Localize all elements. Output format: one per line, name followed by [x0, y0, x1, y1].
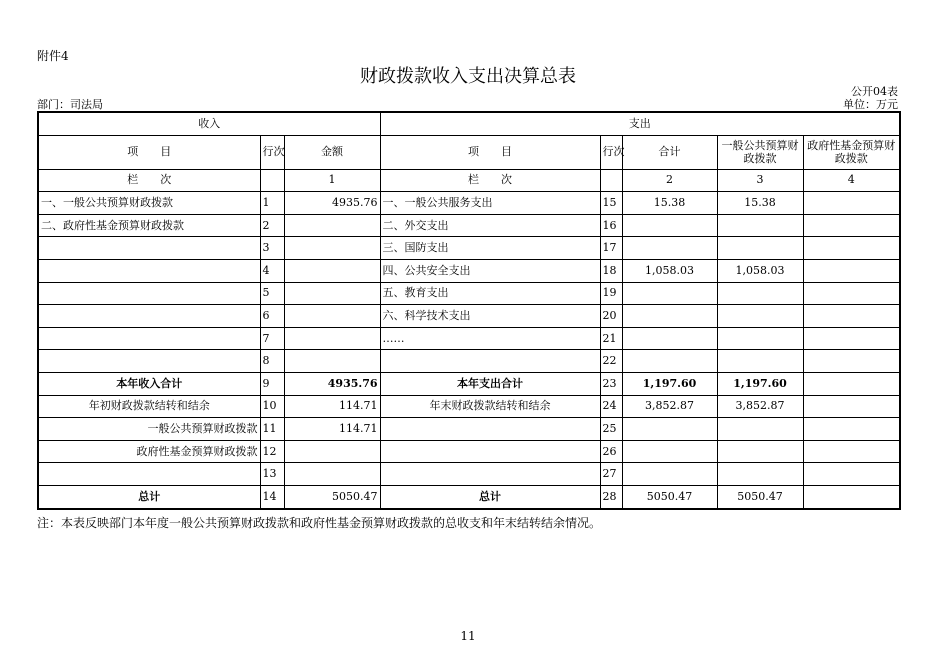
income-col-label: 栏 次: [38, 169, 260, 192]
income-row-no-header: 行次: [260, 135, 284, 169]
income-amount-cell: 4935.76: [284, 192, 380, 215]
expense-gov-fund-cell: [803, 282, 900, 305]
expense-general-budget-cell: [717, 350, 803, 373]
header-row-columns: [38, 135, 900, 169]
expense-row-no-cell: 26: [600, 440, 622, 463]
income-item-cell: [38, 259, 260, 282]
footnote: 注：本表反映部门本年度一般公共预算财政拨款和政府性基金预算财政拨款的总收支和年末结转结余情况。: [37, 516, 602, 530]
expense-total-cell: 3,852.87: [622, 395, 717, 418]
expense-row-no-cell: 18: [600, 259, 622, 282]
expense-item-cell: 三、国防支出: [380, 237, 600, 260]
income-item-cell: [38, 463, 260, 486]
table-row: [38, 305, 900, 328]
income-amount-cell: [284, 350, 380, 373]
expense-total-cell: 5050.47: [622, 485, 717, 508]
expense-item-cell: 总计: [380, 485, 600, 508]
expense-item-cell: [380, 463, 600, 486]
expense-total-cell: [622, 418, 717, 441]
income-row-no-cell: 10: [260, 395, 284, 418]
expense-item-cell: 年末财政拨款结转和结余: [380, 395, 600, 418]
income-item-cell: [38, 327, 260, 350]
expense-general-budget-cell: 15.38: [717, 192, 803, 215]
expense-gov-fund-cell: [803, 350, 900, 373]
income-row-no-cell: 9: [260, 372, 284, 395]
expense-item-cell: 六、科学技术支出: [380, 305, 600, 328]
expense-total-cell: 15.38: [622, 192, 717, 215]
expense-row-no-cell: 22: [600, 350, 622, 373]
expense-gov-fund-cell: [803, 327, 900, 350]
expense-row-no-cell: 15: [600, 192, 622, 215]
expense-gov-fund-cell: [803, 372, 900, 395]
expense-gov-fund-cell: [803, 395, 900, 418]
income-item-cell: [38, 237, 260, 260]
page-number: 11: [460, 629, 476, 643]
expense-gov-fund-cell: [803, 259, 900, 282]
table-row: [38, 418, 900, 441]
page-title: 财政拨款收入支出决算总表: [360, 66, 576, 87]
expense-row-no-header: 行次: [600, 135, 622, 169]
expense-row-no-cell: 24: [600, 395, 622, 418]
income-row-no-cell: 14: [260, 485, 284, 508]
unit-label: 单位：万元: [843, 98, 898, 111]
income-item-cell: 政府性基金预算财政拨款: [38, 440, 260, 463]
expense-general-budget-cell: [717, 282, 803, 305]
expense-row-no-cell: 25: [600, 418, 622, 441]
table-row: [38, 440, 900, 463]
general-budget-header: 一般公共预算财政拨款: [717, 135, 803, 169]
expense-gov-fund-cell: [803, 440, 900, 463]
income-amount-cell: 114.71: [284, 418, 380, 441]
table-row: [38, 192, 900, 215]
expense-row-no-cell: 28: [600, 485, 622, 508]
expense-row-no-cell: 17: [600, 237, 622, 260]
income-row-no-cell: 4: [260, 259, 284, 282]
income-section-header: 收入: [38, 112, 380, 135]
expense-general-budget-cell: 3,852.87: [717, 395, 803, 418]
expense-item-cell: 四、公共安全支出: [380, 259, 600, 282]
income-amount-cell: [284, 305, 380, 328]
income-item-cell: [38, 350, 260, 373]
expense-general-budget-cell: [717, 440, 803, 463]
expense-general-budget-cell: 1,197.60: [717, 372, 803, 395]
expense-gov-fund-cell: [803, 192, 900, 215]
gov-fund-header: 政府性基金预算财政拨款: [803, 135, 900, 169]
expense-item-cell: [380, 418, 600, 441]
expense-gov-fund-cell: [803, 237, 900, 260]
expense-total-cell: [622, 214, 717, 237]
income-item-cell: 年初财政拨款结转和结余: [38, 395, 260, 418]
expense-item-cell: [380, 440, 600, 463]
expense-general-budget-cell: [717, 214, 803, 237]
income-item-cell: 二、政府性基金预算财政拨款: [38, 214, 260, 237]
expense-row-no-cell: 19: [600, 282, 622, 305]
income-amount-cell: [284, 463, 380, 486]
income-amount-cell: 4935.76: [284, 372, 380, 395]
expense-gov-fund-cell: [803, 305, 900, 328]
expense-general-budget-cell: [717, 418, 803, 441]
income-amount-cell: [284, 237, 380, 260]
expense-row-no-cell: 21: [600, 327, 622, 350]
expense-item-cell: 一、一般公共服务支出: [380, 192, 600, 215]
income-amount-cell: [284, 327, 380, 350]
expense-total-cell: [622, 440, 717, 463]
table-row: [38, 282, 900, 305]
expense-general-budget-cell: 5050.47: [717, 485, 803, 508]
expense-gov-fund-cell: [803, 463, 900, 486]
expense-gov-fund-cell: [803, 485, 900, 508]
col-index-1: 1: [284, 169, 380, 192]
expense-total-cell: [622, 305, 717, 328]
income-row-no-cell: 6: [260, 305, 284, 328]
income-amount-cell: 114.71: [284, 395, 380, 418]
expense-gov-fund-cell: [803, 418, 900, 441]
income-item-header: 项 目: [38, 135, 260, 169]
expense-general-budget-cell: [717, 463, 803, 486]
income-row-no-cell: 3: [260, 237, 284, 260]
table-row: [38, 259, 900, 282]
expense-row-no-cell: 23: [600, 372, 622, 395]
expense-total-cell: 1,197.60: [622, 372, 717, 395]
income-amount-cell: [284, 214, 380, 237]
income-row-no-cell: 8: [260, 350, 284, 373]
income-amount-cell: 5050.47: [284, 485, 380, 508]
expense-general-budget-cell: 1,058.03: [717, 259, 803, 282]
expense-col-label: 栏 次: [380, 169, 600, 192]
expense-item-cell: [380, 350, 600, 373]
table-row: [38, 350, 900, 373]
expense-item-cell: ……: [380, 327, 600, 350]
expense-total-cell: [622, 327, 717, 350]
table-row: [38, 463, 900, 486]
attachment-label: 附件4: [37, 49, 69, 63]
amount-header: 金额: [284, 135, 380, 169]
income-row-no-cell: 7: [260, 327, 284, 350]
expense-item-cell: 二、外交支出: [380, 214, 600, 237]
expense-row-no-cell: 16: [600, 214, 622, 237]
table-row: [38, 327, 900, 350]
income-item-cell: [38, 305, 260, 328]
income-amount-cell: [284, 282, 380, 305]
income-row-no-cell: 13: [260, 463, 284, 486]
income-col-blank: [260, 169, 284, 192]
header-row-sections: [38, 112, 900, 135]
expense-row-no-cell: 27: [600, 463, 622, 486]
expense-total-cell: [622, 282, 717, 305]
col-index-4: 4: [803, 169, 900, 192]
total-header: 合计: [622, 135, 717, 169]
department-label: 部门：司法局: [37, 98, 103, 111]
income-item-cell: 本年收入合计: [38, 372, 260, 395]
expense-total-cell: [622, 237, 717, 260]
income-row-no-cell: 2: [260, 214, 284, 237]
expense-general-budget-cell: [717, 237, 803, 260]
income-item-cell: 一般公共预算财政拨款: [38, 418, 260, 441]
expense-row-no-cell: 20: [600, 305, 622, 328]
form-code: 公开04表: [851, 85, 898, 98]
income-item-cell: 总计: [38, 485, 260, 508]
income-row-no-cell: 5: [260, 282, 284, 305]
income-row-no-cell: 11: [260, 418, 284, 441]
expense-general-budget-cell: [717, 305, 803, 328]
expense-total-cell: [622, 463, 717, 486]
expense-section-header: 支出: [380, 112, 900, 135]
expense-total-cell: 1,058.03: [622, 259, 717, 282]
header-row-column-index: [38, 169, 900, 192]
expense-item-cell: 五、教育支出: [380, 282, 600, 305]
expense-general-budget-cell: [717, 327, 803, 350]
expense-gov-fund-cell: [803, 214, 900, 237]
income-amount-cell: [284, 259, 380, 282]
expense-total-cell: [622, 350, 717, 373]
table-row: [38, 214, 900, 237]
table-row: [38, 485, 900, 508]
col-index-3: 3: [717, 169, 803, 192]
table-row: [38, 237, 900, 260]
expense-item-cell: 本年支出合计: [380, 372, 600, 395]
income-item-cell: [38, 282, 260, 305]
income-row-no-cell: 12: [260, 440, 284, 463]
budget-table: [37, 111, 901, 510]
table-row: [38, 372, 900, 395]
expense-col-blank: [600, 169, 622, 192]
income-item-cell: 一、一般公共预算财政拨款: [38, 192, 260, 215]
table-row: [38, 395, 900, 418]
income-amount-cell: [284, 440, 380, 463]
expense-item-header: 项 目: [380, 135, 600, 169]
income-row-no-cell: 1: [260, 192, 284, 215]
col-index-2: 2: [622, 169, 717, 192]
